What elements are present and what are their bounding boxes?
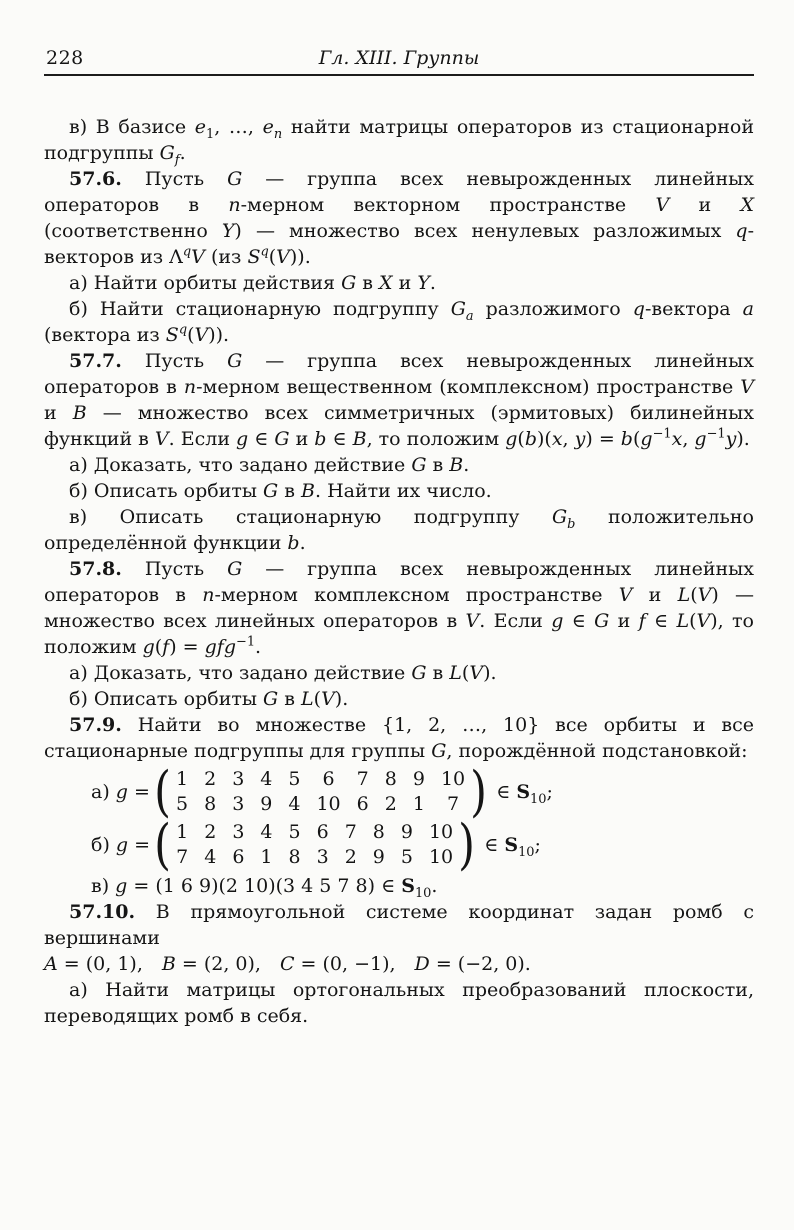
item-57-6-a: а) Найти орбиты действия G в X и Y. bbox=[69, 272, 436, 294]
matrix-cell: 7 bbox=[176, 846, 189, 868]
matrix-cell: 7 bbox=[344, 821, 357, 843]
matrix-cell: 3 bbox=[232, 793, 245, 815]
matrix-cell: 9 bbox=[372, 846, 385, 868]
matrix-cell: 3 bbox=[232, 821, 245, 843]
matrix-cell: 10 bbox=[440, 768, 466, 790]
item-57-6-b: б) Найти стационарную подгруппу $G_a$ разложимого q-вектора a (вектора из $S^q(V)$). bbox=[44, 298, 754, 346]
matrix-cell: 4 bbox=[260, 821, 273, 843]
matrix-cell: 10 bbox=[428, 846, 454, 868]
matrix-membership-a: ∈ $S_{10}$; bbox=[496, 780, 553, 807]
matrix-cell: 1 bbox=[412, 793, 425, 815]
left-paren-glyph: ( bbox=[154, 813, 172, 876]
problem-57-8: 57.8. Пусть G — группа всех невырожденных линейных операторов в n-мерном комплексном пространстве V и L(V) — множество всех линейных операторов в V. Если g ∈ G и f ∈ L(V), то положим g(f) = gfg$^{-1}$. bbox=[44, 558, 755, 658]
left-paren-glyph: ( bbox=[154, 760, 171, 823]
matrix-cell: 9 bbox=[412, 768, 425, 790]
rhombus-vertices-equation: A = (0, 1), B = (2, 0), C = (0, −1), D = (−2, 0). bbox=[44, 953, 531, 975]
right-paren-glyph: ) bbox=[458, 813, 476, 876]
right-paren-glyph: ) bbox=[470, 760, 488, 823]
item-57-7-b: б) Описать орбиты G в B. Найти их число. bbox=[69, 480, 492, 502]
matrix-cell: 4 bbox=[260, 768, 273, 790]
permutation-matrix-line-b bbox=[91, 813, 754, 876]
matrix-cell: 5 bbox=[288, 821, 301, 843]
paragraph-continuation-item-v: в) В базисе $e_1$, …, $e_n$ найти матрицы операторов из стационарной подгруппы $G_f$. bbox=[44, 116, 754, 168]
matrix-cell: 8 bbox=[204, 793, 217, 815]
item-57-8-a: а) Доказать, что задано действие G в L(V). bbox=[69, 662, 497, 684]
matrix-cell: 4 bbox=[204, 846, 217, 868]
matrix-cell: 10 bbox=[428, 821, 454, 843]
matrix-cell: 1 bbox=[176, 821, 189, 843]
matrix-cell: 5 bbox=[288, 768, 301, 790]
item-57-7-v: в) Описать стационарную подгруппу $G_b$ положительно определённой функции b. bbox=[44, 506, 754, 554]
matrix-cell: 7 bbox=[446, 793, 460, 815]
matrix-cell: 2 bbox=[204, 821, 217, 843]
item-57-8-b: б) Описать орбиты G в L(V). bbox=[69, 688, 349, 710]
matrix-cell: 9 bbox=[400, 821, 413, 843]
matrix-cell: 8 bbox=[288, 846, 301, 868]
permutation-matrix-b bbox=[173, 820, 456, 870]
running-head bbox=[44, 46, 754, 76]
matrix-cell: 5 bbox=[400, 846, 413, 868]
matrix-cell: 8 bbox=[384, 768, 397, 790]
chapter-title: Гл. XIII. Группы bbox=[318, 47, 480, 69]
problem-57-9: 57.9. Найти во множестве {1, 2, …, 10} все орбиты и все стационарные подгруппы для группы G, порождённой подстановкой: bbox=[44, 714, 754, 762]
matrix-cell: 3 bbox=[316, 846, 329, 868]
matrix-cell: 8 bbox=[372, 821, 385, 843]
page-number: 228 bbox=[46, 47, 84, 69]
matrix-membership-b: ∈ $S_{10}$; bbox=[484, 833, 541, 860]
matrix-cell: 2 bbox=[204, 768, 217, 790]
item-57-10-a: а) Найти матрицы ортогональных преобразований плоскости, переводящих ромб в себя. bbox=[44, 979, 754, 1027]
matrix-cell: 10 bbox=[316, 793, 341, 815]
matrix-cell: 5 bbox=[176, 793, 189, 815]
matrix-cell: 6 bbox=[356, 793, 369, 815]
matrix-cell: 6 bbox=[322, 768, 335, 790]
problem-57-10: 57.10. В прямоугольной системе координат задан ромб с вершинами bbox=[44, 901, 754, 949]
matrix-label-b: б) g = bbox=[91, 833, 151, 856]
matrix-cell: 1 bbox=[260, 846, 273, 868]
matrix-cell: 6 bbox=[316, 821, 329, 843]
matrix-cell: 6 bbox=[232, 846, 245, 868]
matrix-cell: 1 bbox=[176, 768, 189, 790]
matrix-cell: 2 bbox=[384, 793, 397, 815]
page-body bbox=[44, 114, 754, 1029]
matrix-label-a: а) g = bbox=[91, 780, 150, 803]
problem-57-6: 57.6. Пусть G — группа всех невырожденных линейных операторов в n-мерном векторном пространстве V и X (соответственно Y) — множество всех ненулевых разложимых q-векторов из $\Lambda^qV$ (из $S^q(V)$). bbox=[44, 168, 755, 268]
matrix-cell: 2 bbox=[344, 846, 357, 868]
item-57-7-a: а) Доказать, что задано действие G в B. bbox=[69, 454, 470, 476]
matrix-cell: 3 bbox=[232, 768, 245, 790]
permutation-matrix-a bbox=[173, 767, 468, 817]
matrix-cell: 9 bbox=[260, 793, 273, 815]
matrix-cell: 4 bbox=[288, 793, 301, 815]
item-57-9-v-cycles: в) g = (1 6 9)(2 10)(3 4 5 7 8) ∈ $S_{10}$. bbox=[91, 875, 438, 901]
problem-57-7: 57.7. Пусть G — группа всех невырожденных линейных операторов в n-мерном вещественном (комплексном) пространстве V и B — множество всех симметричных (эрмитовых) билинейных функций в V. Если g ∈ G и b ∈ B, то положим g(b)(x, $y) = b(g^{-1}x$, $g^{-1}y$). bbox=[44, 350, 755, 450]
permutation-matrix-line-a bbox=[91, 760, 754, 823]
matrix-cell: 7 bbox=[356, 768, 369, 790]
